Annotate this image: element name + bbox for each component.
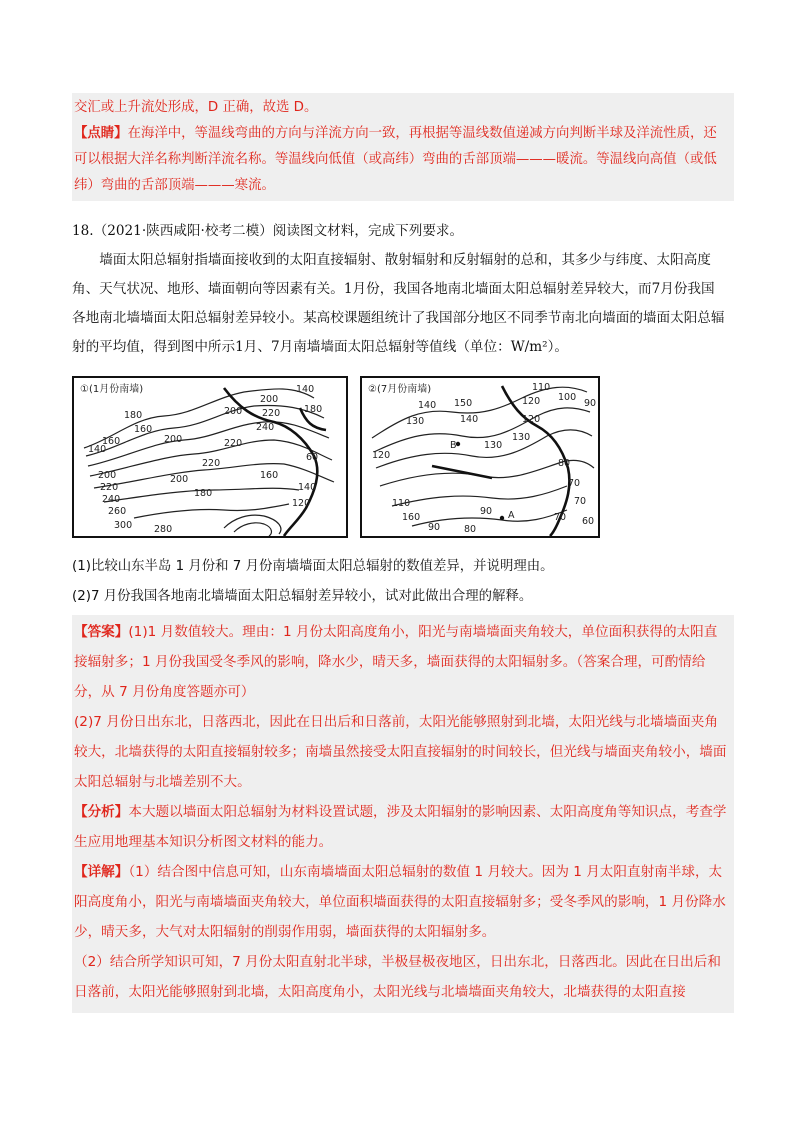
svg-text:160: 160 (402, 512, 421, 523)
svg-text:90: 90 (584, 398, 597, 409)
map-july-drawing (362, 378, 598, 536)
analysis-text: 本大题以墙面太阳总辐射为材料设置试题，涉及太阳辐射的影响因素、太阳高度角等知识点，考查学生应用地理基本知识分析图文材料的能力。 (74, 804, 727, 850)
svg-text:220: 220 (262, 408, 281, 419)
svg-text:200: 200 (260, 394, 279, 405)
map-july (360, 376, 600, 538)
svg-text:120: 120 (292, 498, 311, 509)
svg-text:110: 110 (532, 382, 551, 393)
question-number: 18. (72, 223, 94, 239)
svg-text:160: 160 (134, 424, 153, 435)
svg-text:150: 150 (454, 398, 473, 409)
svg-text:180: 180 (194, 488, 213, 499)
svg-text:130: 130 (406, 416, 425, 427)
svg-text:160: 160 (260, 470, 279, 481)
svg-text:140: 140 (298, 482, 317, 493)
svg-text:240: 240 (102, 494, 121, 505)
answer-block (72, 615, 734, 1013)
map-january-drawing (74, 378, 346, 536)
svg-text:180: 180 (304, 404, 323, 415)
svg-text:120: 120 (522, 396, 541, 407)
analysis-paragraph (74, 797, 730, 857)
svg-text:280: 280 (154, 524, 173, 535)
svg-text:200: 200 (98, 470, 117, 481)
svg-text:80: 80 (558, 458, 571, 469)
svg-text:140: 140 (460, 414, 479, 425)
answer-text-1: (1)1 月数值较大。理由：1 月份太阳高度角小，阳光与南墙墙面夹角较大，单位面积获得的太阳直接辐射多；1 月份我国受冬季风的影响，降水少，晴天多，墙面获得的太阳辐射多。（答案合理，可酌情给分，从 7 月份角度答题亦可） (74, 624, 718, 700)
tip-tag: 【点睛】 (74, 126, 128, 141)
svg-text:110: 110 (392, 498, 411, 509)
svg-text:300: 300 (114, 520, 133, 531)
svg-text:220: 220 (202, 458, 221, 469)
svg-text:60: 60 (306, 452, 319, 463)
answer-tag: 【答案】 (74, 624, 129, 640)
explanation-line: 交汇或上升流处形成，D 正确，故选 D。 (74, 100, 318, 115)
question-material: 墙面太阳总辐射指墙面接收到的太阳直接辐射、散射辐射和反射辐射的总和，其多少与纬度、太阳高度角、天气状况、地形、墙面朝向等因素有关。1月份，我国各地南北墙面太阳总辐射差异较大，而7月份我国各地南北墙墙面太阳总辐射差异较小。某高校课题组统计了我国部分地区不同季节南北向墙面的墙面太阳总辐射的平均值，得到图中所示1月、7月南墙墙面太阳总辐射等值线（单位：W/m²）。 (72, 252, 725, 355)
sub-questions (72, 552, 728, 612)
detail-tag: 【详解】 (74, 864, 129, 880)
svg-text:220: 220 (224, 438, 243, 449)
svg-text:90: 90 (428, 522, 441, 533)
map-january (72, 376, 348, 538)
svg-text:140: 140 (88, 444, 107, 455)
top-explanation-block (72, 93, 734, 201)
svg-text:240: 240 (256, 422, 275, 433)
svg-text:260: 260 (108, 506, 127, 517)
svg-text:130: 130 (484, 440, 503, 451)
svg-text:140: 140 (296, 384, 315, 395)
tip-text: 在海洋中，等温线弯曲的方向与洋流方向一致，再根据等温线数值递减方向判断半球及洋流性质，还可以根据大洋名称判断洋流名称。等温线向低值（或高纬）弯曲的舌部顶端———暖流。等温线向高值（或低纬）弯曲的舌部顶端———寒流。 (74, 126, 717, 193)
svg-text:200: 200 (224, 406, 243, 417)
answer-paragraph-1 (74, 617, 730, 707)
answer-paragraph-2: (2)7 月份日出东北，日落西北，因此在日出后和日落前，太阳光能够照射到北墙，太阳光线与北墙墙面夹角较大，北墙获得的太阳直接辐射较多；南墙虽然接受太阳直接辐射的时间较长，但光线与墙面夹角较小，墙面太阳总辐射与北墙差别不大。 (74, 714, 727, 790)
svg-text:120: 120 (372, 450, 391, 461)
detail-text-1: （1）结合图中信息可知，山东南墙墙面太阳总辐射的数值 1 月较大。因为 1 月太阳直射南半球，太阳高度角小，阳光与南墙墙面夹角较大，单位面积墙面获得的太阳直接辐射多；受冬季风的影响，1 月份降水少，晴天多，大气对太阳辐射的削弱作用弱，墙面获得的太阳辐射多。 (74, 864, 726, 940)
tip-paragraph (74, 121, 730, 199)
svg-text:80: 80 (464, 524, 477, 535)
map-title: ②(7月份南墙) (368, 384, 432, 395)
svg-text:70: 70 (568, 478, 581, 489)
svg-text:220: 220 (100, 482, 119, 493)
question-header (72, 217, 728, 245)
svg-text:100: 100 (558, 392, 577, 403)
svg-text:200: 200 (164, 434, 183, 445)
question-source: （2021·陕西咸阳·校考二模）阅读图文材料，完成下列要求。 (93, 223, 464, 239)
svg-text:140: 140 (418, 400, 437, 411)
analysis-tag: 【分析】 (74, 804, 129, 820)
question-2: (2)7 月份我国各地南北墙墙面太阳总辐射差异较小，试对此做出合理的解释。 (72, 589, 533, 604)
svg-text:70: 70 (574, 496, 587, 507)
map-title: ①(1月份南墙) (80, 384, 144, 395)
svg-text:60: 60 (582, 516, 595, 527)
svg-text:180: 180 (124, 410, 143, 421)
svg-text:B: B (450, 440, 457, 451)
svg-text:A: A (508, 510, 515, 521)
svg-text:120: 120 (522, 414, 541, 425)
detail-paragraph-1 (74, 857, 730, 947)
svg-text:130: 130 (512, 432, 531, 443)
svg-text:90: 90 (480, 506, 493, 517)
detail-paragraph-2: （2）结合所学知识可知，7 月份太阳直射北半球，半极昼极夜地区，日出东北，日落西北。因此在日出后和日落前，太阳光能够照射到北墙，太阳高度角小，太阳光线与北墙墙面夹角较大，北墙获得的太阳直接 (74, 954, 721, 1000)
question-1: (1)比较山东半岛 1 月份和 7 月份南墙墙面太阳总辐射的数值差异，并说明理由。 (72, 559, 554, 574)
svg-text:160: 160 (102, 436, 121, 447)
svg-text:200: 200 (170, 474, 189, 485)
svg-text:70: 70 (554, 512, 567, 523)
